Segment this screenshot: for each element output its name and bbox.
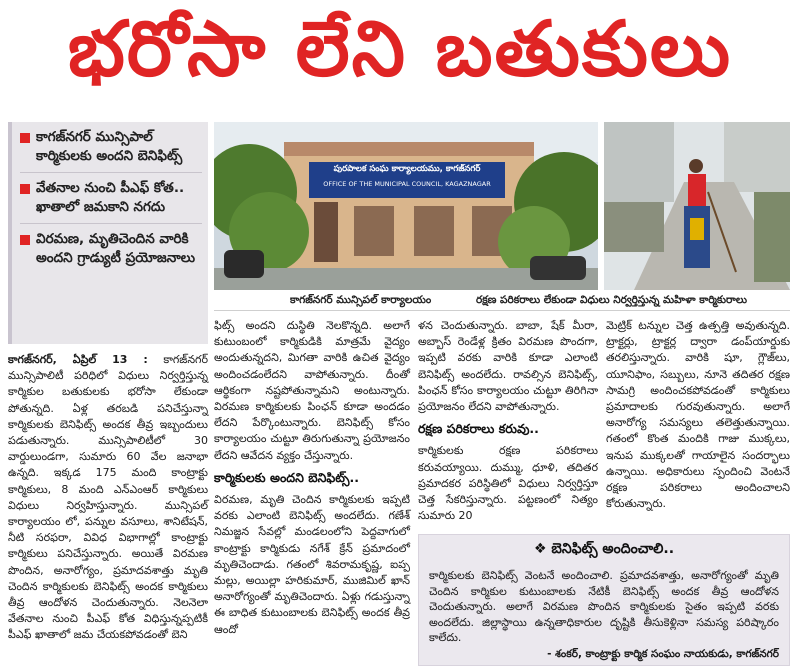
highlight-text: వేతనాల నుంచి పీఎఫ్ కోత.. ఖాతాలో జమకాని నగదు — [36, 180, 185, 215]
quote-box-title-text: బెనిఫిట్స్ అందించాలి.. — [551, 541, 675, 557]
highlight-item — [20, 172, 202, 217]
article-paragraph: ళన చెందుతున్నారు. బాబా, షేక్ మీరా, అబ్బాస్ రెండేళ్ల క్రితం విరమణ పొందగా, ఇప్పటి వరకు వారికి కూడా ఎలాంటి బెనిఫిట్స్ అందలేదు. రావల్సిన బెనిఫిట్స్, పింఛన్ కోసం కార్యాలయం చుట్టూ తిరిగినా ప్రయోజనం లేదని వాపోతున్నారు. — [418, 319, 598, 414]
municipal-office-photo — [214, 122, 598, 290]
office-sign-line1: పురపాలక సంఘ కార్యాలయము, కాగజ్‌నగర్ — [333, 164, 481, 174]
article-paragraph: కార్మికులకు రక్షణ పరికరాలు కరువయ్యాయి. దుమ్ము, ధూళి, తదితర ప్రమాదకర పరిస్థితిలో విధులు నిర్వర్తిస్తూ చెత్త సేకరిస్తున్నారు. పట్టణంలో నిత్యం సుమారు 20 — [418, 444, 598, 523]
article-column-3 — [418, 318, 598, 530]
office-sign-line2: OFFICE OF THE MUNICIPAL COUNCIL, KAGAZNAGAR — [323, 180, 491, 188]
highlights-box — [8, 122, 208, 344]
article-paragraph: విరమణ, మృతి చెందిన కార్మికులకు ఇప్పటి వరకు ఎలాంటి బెనిఫిట్స్ అందలేదు. గణేశ్ నిమజ్జన సేవల్లో మండలంలోని పెద్దవాగులో కాంట్రాక్టు కార్మికుడు నగేశ్ క్రేన్ ప్రమాదంలో మృతిచెందాడు. గతంలో శివరామకృష్ణ, ఐప్ప మల్లు, అయిల్లా హరికుమార్, ముజిమిల్ ఖాన్ అనారోగ్యంతో మృతిచెందారు. ఏళ్లు గడుస్తున్నా ఈ బాధిత కుటుంబాలకు బెనిఫిట్స్ అందక తీవ్ర ఆందో — [214, 493, 410, 636]
quote-box — [418, 534, 790, 666]
subheading-text: రక్షణ పరికరాలు కరువు.. — [418, 421, 539, 437]
bullet-square-icon — [20, 184, 30, 194]
highlight-text: కాగజ్‌నగర్ మున్సిపాల్ కార్మికులకు అందని బెనిఫిట్స్ — [36, 129, 183, 164]
subheading — [418, 421, 598, 437]
worker-photo-caption: రక్షణ పరికరాలు లేకుండా విధులు నిర్వర్తిస్తున్న మహిళా కార్మికురాలు — [476, 294, 747, 306]
sanitation-worker-photo — [604, 122, 790, 290]
office-photo-caption: కాగజ్‌నగర్ మున్సిపల్ కార్యాలయం — [290, 294, 432, 306]
subheading-text: కార్మికులకు అందని బెనిఫిట్స్.. — [214, 469, 359, 485]
article-text: కాగజ్‌నగర్ మున్సిపాలిటీ పరిధిలో విధులు నిర్వర్తిస్తున్న కార్మికుల బతుకులకు భరోసా లేకుండా పోతున్నది. ఏళ్ల తరబడి పనిచేస్తున్నా కార్మికులకు బెనిఫిట్స్ అందక తీవ్ర ఇబ్బందులు పడుతున్నారు. మున్సిపాలిటీలో 30 వార్డులుండగా, సుమారు 60 వేల జనాభా ఉన్నది. ఇక్కడ 175 మంది కాంట్రాక్టు కార్మికులు, 8 మంది ఎన్ఎంఆర్ కార్మికులు విధులు నిర్వహిస్తున్నారు. మున్సిపల్ కార్యాలయం లో, పన్నుల వసూలు, శానిటేషన్, నీటి సరఫరా, వివిధ విభాగాల్లో కాంట్రాక్టు కార్మికులు పనిచేస్తున్నారు. అయితే విరమణ పొందిన, అనారోగ్యం, ప్రమాదవశాత్తు మృతి చెందిన కార్మికులకు బెనిఫిట్స్ అందక కార్మికులు తీవ్ర ఆందోళన చెందుతున్నారు. నెలనెలా వేతనాల నుంచి పీఎఫ్ కోత విధిస్తున్నప్పటికీ పీఎఫ్ ఖాతాలో జమ చేయకపోవడంతో బెని — [8, 353, 208, 642]
article-column-2 — [214, 318, 410, 668]
diamond-bullet-icon: ❖ — [533, 541, 547, 557]
highlight-item — [20, 223, 202, 268]
article-paragraph: మెట్రిక్ టన్నుల చెత్త ఉత్పత్తి అవుతున్నది. ట్రాక్టర్లు, ట్రాక్టర్ల ద్వారా డంప్‌యార్డుకు తరలిస్తున్నారు. వారికి షూ, గ్లౌజ్‌లు, యూనిఫాం, సబ్బులు, నూనె తదితర రక్షణ సామగ్రి అందించకపోవడంతో కార్మికులు ప్రమాదాలకు గురవుతున్నారు. అలాగే అనారోగ్య సమస్యలు తలెత్తుతున్నాయి. గతంలో కొంత మందికి గాజు ముక్కలు, ఇనుప ముక్కలతో గాయాలైన సందర్భాలు ఉన్నాయి. అధికారులు స్పందించి వెంటనే రక్షణ పరికరాలు అందించాలని కోరుతున్నారు. — [606, 319, 790, 511]
bullet-square-icon — [20, 133, 30, 143]
quote-signature: - శంకర్, కాంట్రాక్టు కార్మిక సంఘం నాయకుడు, కాగజ్‌నగర్ — [547, 647, 779, 660]
highlight-item — [20, 128, 202, 166]
article-column-1 — [8, 352, 208, 668]
dateline: కాగజ్‌నగర్, ఏప్రిల్ 13 : — [8, 353, 148, 366]
highlight-text: విరమణ, మృతిచెందిన వారికి అందని గ్రాడ్యుటీ ప్రయోజనాలు — [36, 231, 196, 266]
subheading — [214, 470, 410, 486]
headline: భరోసా లేని బతుకులు — [67, 4, 733, 93]
divider — [214, 310, 790, 311]
quote-box-title — [429, 541, 779, 560]
article-column-4 — [606, 318, 790, 530]
article-paragraph — [8, 352, 208, 644]
quote-box-text: కార్మికులకు బెనిఫిట్స్ వెంటనే అందించాలి. ప్రమాదవశాత్తు, అనారోగ్యంతో మృతి చెందిన కార్మికుల కుటుంబాలకు నేటికీ బెనిఫిట్స్ అందక తీవ్ర ఆందోళన చెందుతున్నారు. అలాగే విరమణ పొందిన కార్మికులకు సైతం ఇప్పటి వరకు అందలేదు. జిల్లాస్థాయి ఉన్నతాధికారుల దృష్టికి తీసుకెళ్లినా సమస్య పరిష్కారం కాలేదు. — [429, 569, 779, 645]
bullet-square-icon — [20, 235, 30, 245]
article-paragraph: ఫిట్స్ అందని దుస్థితి నెలకొన్నది. అలాగే కుటుంబంలో కార్మికుడికి మాత్రమే వైద్యం అందుతున్నదని, మిగతా వారికి ఉచిత వైద్యం అందించడంలేదని వాపోతున్నారు. దీంతో ఆర్థికంగా నష్టపోతున్నామని అంటున్నారు. విరమణ కార్మికులకు పింఛన్ కూడా అందడం లేదని పేర్కొంటున్నారు. బెనిఫిట్స్ కోసం కార్యాలయం చుట్టూ తిరుగుతున్నా ప్రయోజనం లేదని ఆవేదన వ్యక్తం చేస్తున్నారు. — [214, 319, 410, 462]
